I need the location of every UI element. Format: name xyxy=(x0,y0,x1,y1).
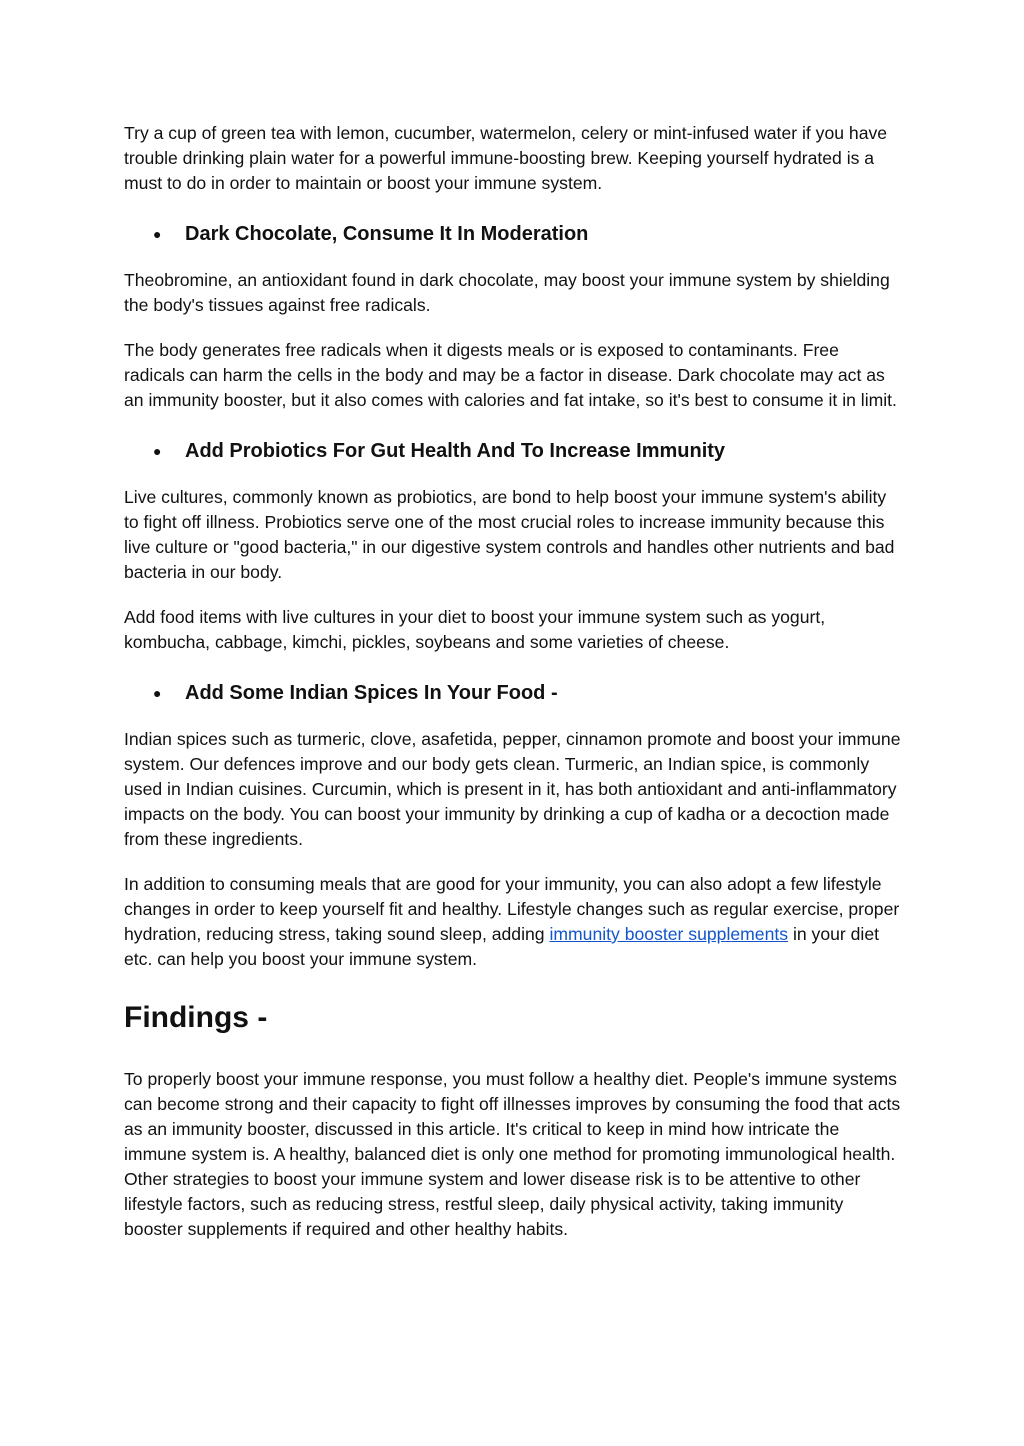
intro-paragraph: Try a cup of green tea with lemon, cucumber, watermelon, celery or mint-infused water if you have trouble drinking plain water for a powerful immune-boosting brew. Keeping yourself hydrated is a must to do in order to maintain or boost your immune system. xyxy=(124,123,888,193)
immunity-booster-supplements-link[interactable]: immunity booster supplements xyxy=(549,924,789,944)
document-page xyxy=(124,121,904,1262)
paragraph: Theobromine, an antioxidant found in dark chocolate, may boost your immune system by shielding the body's tissues against free radicals. xyxy=(124,270,890,315)
bullet-icon: ● xyxy=(153,226,162,242)
heading-dark-chocolate xyxy=(124,221,904,248)
heading-text: Add Probiotics For Gut Health And To Increase Immunity xyxy=(185,440,726,462)
lifestyle-paragraph xyxy=(124,872,904,972)
findings-paragraph: To properly boost your immune response, you must follow a healthy diet. People's immune systems can become strong and their capacity to fight off illnesses improves by consuming the food that acts as an immunity booster, discussed in this article. It's critical to keep in mind how intricate the immune system is. A healthy, balanced diet is only one method for promoting immunological health. Other strategies to boost your immune system and lower disease risk is to be attentive to other lifestyle factors, such as reducing stress, restful sleep, daily physical activity, taking immunity booster supplements if required and other healthy habits. xyxy=(124,1069,901,1239)
bullet-icon: ● xyxy=(153,685,162,701)
findings-title: Findings - xyxy=(124,1001,268,1034)
paragraph: The body generates free radicals when it digests meals or is exposed to contaminants. Free radicals can harm the cells in the body and may be a factor in disease. Dark chocolate may act as an immunity booster, but it also comes with calories and fat intake, so it's best to consume it in limit. xyxy=(124,340,897,410)
lifestyle-text-before-link: In addition to consuming meals that are good for your immunity, you can also adopt a few lifestyle changes in order to keep yourself fit and healthy. Lifestyle changes such as regular exercise, proper hydration, reducing stress, taking sound sleep, adding xyxy=(124,874,900,944)
heading-indian-spices xyxy=(124,680,904,707)
lifestyle-text-after-link: in your diet etc. can help you boost your immune system. xyxy=(124,924,880,969)
heading-probiotics xyxy=(124,438,904,465)
paragraph: Add food items with live cultures in your diet to boost your immune system such as yogurt, kombucha, cabbage, kimchi, pickles, soybeans and some varieties of cheese. xyxy=(124,607,826,652)
heading-text: Dark Chocolate, Consume It In Moderation xyxy=(185,223,589,245)
bullet-icon: ● xyxy=(153,443,162,459)
heading-text: Add Some Indian Spices In Your Food - xyxy=(185,682,558,704)
paragraph: Indian spices such as turmeric, clove, asafetida, pepper, cinnamon promote and boost your immune system. Our defences improve and our body gets clean. Turmeric, an Indian spice, is commonly used in Indian cuisines. Curcumin, which is present in it, has both antioxidant and anti-inflammatory impacts on the body. You can boost your immunity by drinking a cup of kadha or a decoction made from these ingredients. xyxy=(124,729,901,849)
paragraph: Live cultures, commonly known as probiotics, are bond to help boost your immune system's ability to fight off illness. Probiotics serve one of the most crucial roles to increase immunity because this live culture or "good bacteria," in our digestive system controls and handles other nutrients and bad bacteria in our body. xyxy=(124,487,895,582)
